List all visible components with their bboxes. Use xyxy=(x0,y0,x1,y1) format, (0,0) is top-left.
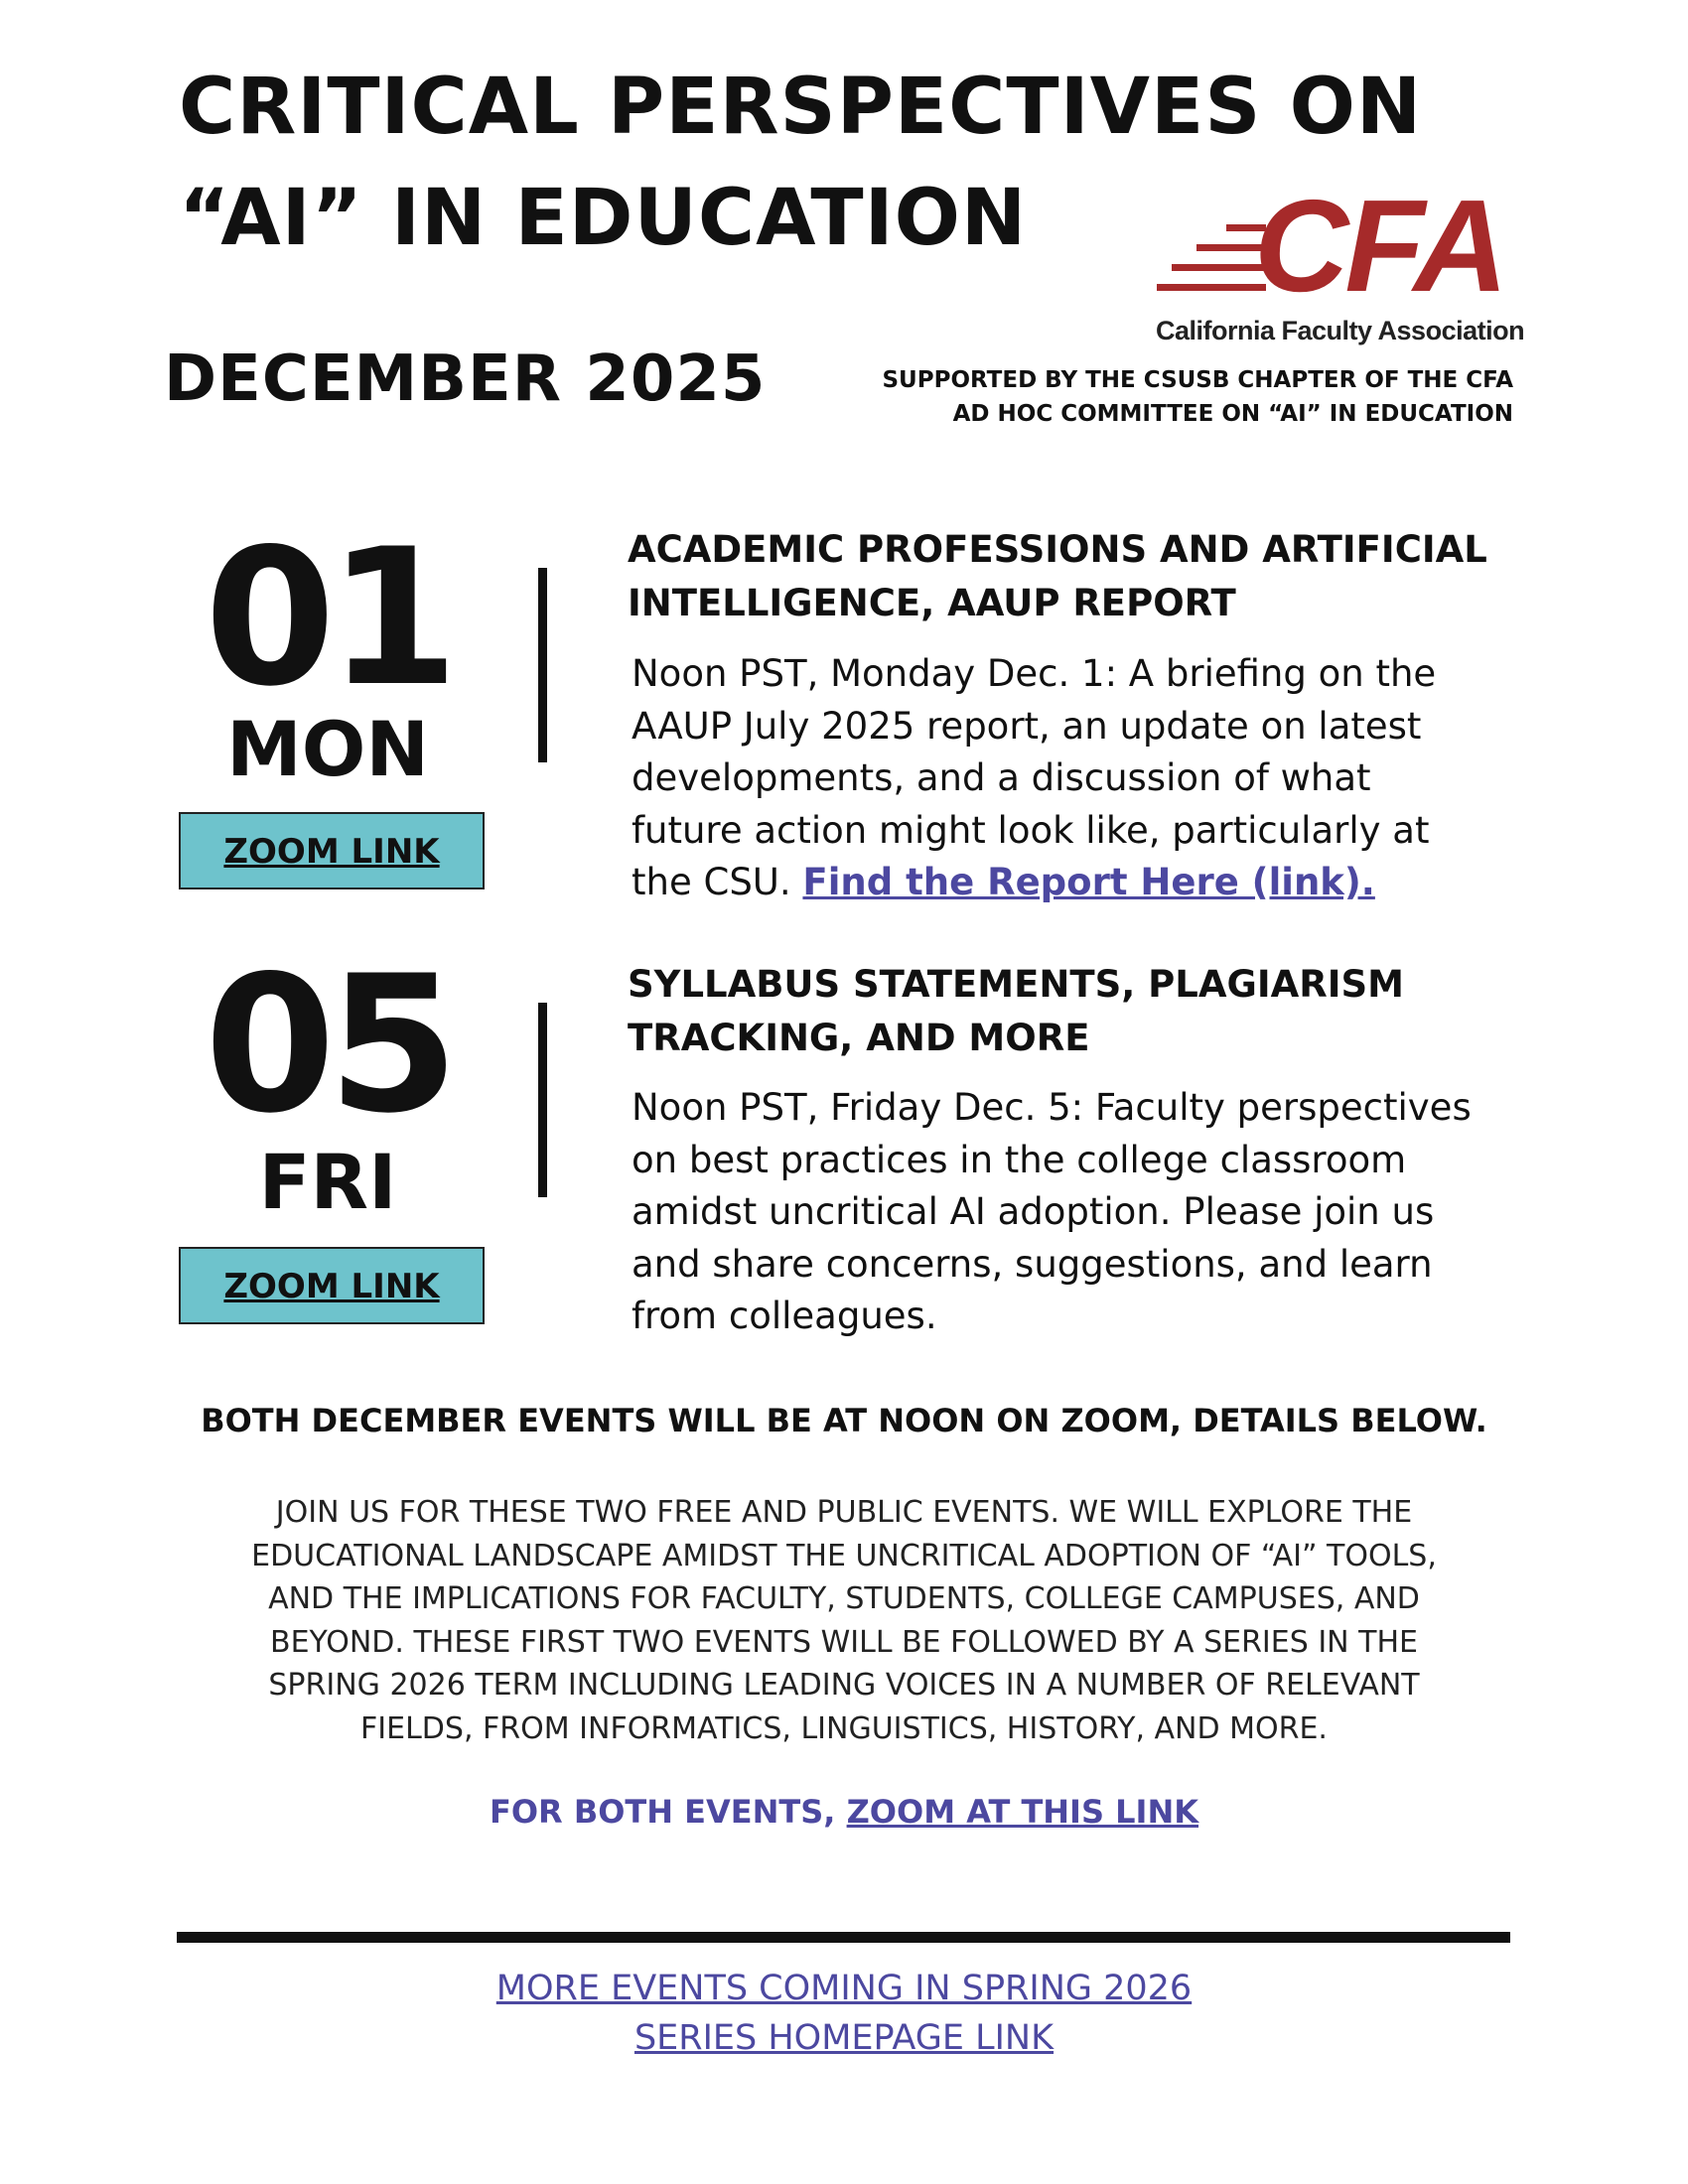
event-2-desc-line: on best practices in the college classroom xyxy=(632,1138,1407,1181)
join-line: AND THE IMPLICATIONS FOR FACULTY, STUDENTS, COLLEGE CAMPUSES, AND xyxy=(268,1581,1420,1616)
join-paragraph xyxy=(0,1491,1688,1750)
title-line-2: “AI” IN EDUCATION xyxy=(179,174,1028,263)
for-both-prefix: FOR BOTH EVENTS, xyxy=(489,1793,847,1831)
event-1-title-line-2: INTELLIGENCE, AAUP REPORT xyxy=(628,582,1236,624)
event-1-title xyxy=(628,523,1487,630)
event-2-zoom-link-button[interactable]: ZOOM LINK xyxy=(179,1247,485,1324)
event-2-day-name: FRI xyxy=(258,1138,397,1226)
event-1-day-name: MON xyxy=(226,705,429,793)
event-1-zoom-link-button[interactable]: ZOOM LINK xyxy=(179,812,485,889)
support-line-1: SUPPORTED BY THE CSUSB CHAPTER OF THE CFA xyxy=(882,367,1513,393)
event-2-desc-line: from colleagues. xyxy=(632,1295,937,1337)
join-line: FIELDS, FROM INFORMATICS, LINGUISTICS, HISTORY, AND MORE. xyxy=(360,1710,1328,1746)
logo-mark: CFA xyxy=(1254,173,1504,319)
event-2-title xyxy=(628,958,1404,1065)
zoom-at-this-link[interactable]: ZOOM AT THIS LINK xyxy=(846,1793,1199,1831)
join-line: SPRING 2026 TERM INCLUDING LEADING VOICES IN A NUMBER OF RELEVANT xyxy=(268,1668,1420,1703)
event-2-divider xyxy=(538,1003,547,1197)
event-1-desc-line-last xyxy=(632,857,1525,909)
support-line-2: AD HOC COMMITTEE ON “AI” IN EDUCATION xyxy=(952,401,1513,427)
footer-divider xyxy=(177,1932,1510,1943)
event-2-desc-line: Noon PST, Friday Dec. 5: Faculty perspectives xyxy=(632,1086,1472,1129)
title-line-1: CRITICAL PERSPECTIVES ON xyxy=(179,63,1423,152)
event-1-desc-line: future action might look like, particularly at xyxy=(632,808,1430,852)
event-1-desc-line: Noon PST, Monday Dec. 1: A briefing on the xyxy=(632,652,1437,695)
more-events-link[interactable]: MORE EVENTS COMING IN SPRING 2026 xyxy=(495,1969,1193,2008)
both-events-note: BOTH DECEMBER EVENTS WILL BE AT NOON ON ZOOM, DETAILS BELOW. xyxy=(201,1402,1487,1439)
event-1-title-line-1: ACADEMIC PROFESSIONS AND ARTIFICIAL xyxy=(628,528,1487,571)
join-line: JOIN US FOR THESE TWO FREE AND PUBLIC EVENTS. WE WILL EXPLORE THE xyxy=(275,1495,1413,1530)
event-1-desc-line: developments, and a discussion of what xyxy=(632,756,1371,799)
support-note xyxy=(882,363,1513,431)
join-line: BEYOND. THESE FIRST TWO EVENTS WILL BE FOLLOWED BY A SERIES IN THE xyxy=(270,1624,1418,1660)
join-line: EDUCATIONAL LANDSCAPE AMIDST THE UNCRITICAL ADOPTION OF “AI” TOOLS, xyxy=(251,1538,1437,1573)
logo-subtext: California Faculty Association xyxy=(1156,316,1525,345)
event-1-desc-line: the CSU. xyxy=(632,861,791,903)
event-2-desc-line: amidst uncritical AI adoption. Please join us xyxy=(632,1190,1435,1233)
event-1-description xyxy=(632,648,1525,909)
event-2-title-line-2: TRACKING, AND MORE xyxy=(628,1017,1090,1059)
for-both-events xyxy=(0,1793,1688,1831)
event-1-desc-line: AAUP July 2025 report, an update on latest xyxy=(632,704,1422,748)
event-1-day-number: 01 xyxy=(204,508,452,728)
footer-links xyxy=(0,1964,1688,2063)
event-2-title-line-1: SYLLABUS STATEMENTS, PLAGIARISM xyxy=(628,963,1405,1006)
event-2-day-number: 05 xyxy=(204,935,452,1155)
series-homepage-link[interactable]: SERIES HOMEPAGE LINK xyxy=(633,2018,1055,2058)
cfa-logo xyxy=(1156,173,1525,357)
month-heading: DECEMBER 2025 xyxy=(164,342,767,416)
event-2-desc-line: and share concerns, suggestions, and learn xyxy=(632,1242,1433,1286)
event-1-divider xyxy=(538,568,547,762)
report-link[interactable]: Find the Report Here (link). xyxy=(802,861,1375,903)
event-2-description xyxy=(632,1082,1525,1343)
